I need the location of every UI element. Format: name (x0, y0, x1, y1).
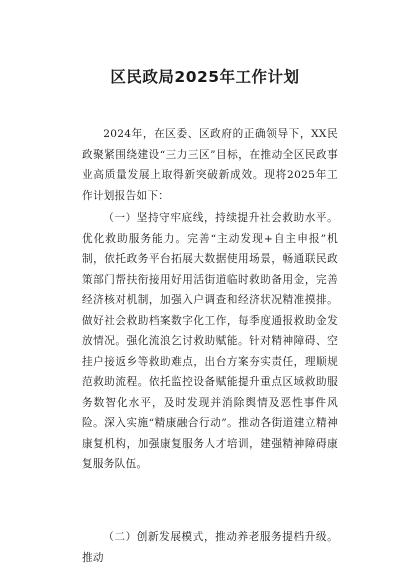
section-two-paragraph: （二）创新发展模式，推动养老服务提档升级。推动 (82, 531, 338, 564)
document-title: 区民政局2025年工作计划 (110, 68, 300, 86)
section-one-paragraph: （一）坚持守牢底线，持续提升社会救助水平。优化救助服务能力。完善“主动发现+自主申报”机制，依托政务平台拓展大数据使用场景，畅通联民政策部门帮扶衔接用好用活街道临时救助备用金，完善经济核对机制，加强入户调查和经济状况精准摸排。做好社会救助档案数字化工作，每季度通报救助金发放情况。强化流浪乞讨救助赋能。针对精神障碍、空挂户接返乡等救助难点，出台方案夯实责任，理顺规范救助流程。依托监控设备赋能提升重点区域救助服务数智化水平，及时发现并消除舆情及恶性事件风险。深入实施“精康融合行动”。推动各街道建立精神康复机构，加强康复服务人才培训，建强精神障碍康复服务队伍。 (82, 212, 338, 470)
intro-paragraph: 2024年，在区委、区政府的正确领导下，XX民政聚紧围绕建设“三力三区”目标，在推动全区民政事业高质量发展上取得新突破新成效。现将2025年工作计划报告如下： (82, 128, 338, 202)
